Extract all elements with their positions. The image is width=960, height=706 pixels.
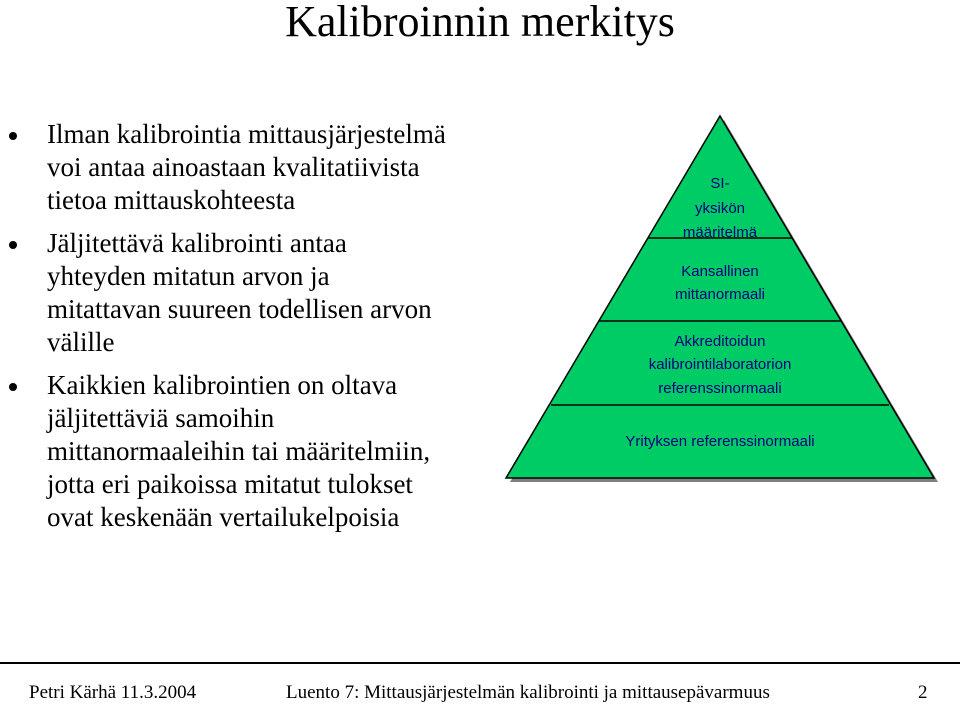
traceability-pyramid	[500, 110, 940, 490]
bullet-list	[0, 118, 540, 544]
pyramid-level-label: Kansallinen	[681, 263, 759, 280]
pyramid-level-label: mittanormaali	[674, 286, 766, 303]
bullet-item	[0, 118, 540, 217]
pyramid-level-label: SI-	[710, 175, 730, 192]
bullet-line: Ilman kalibrointia mittausjärjestelmä	[47, 119, 446, 149]
bullet-line: jäljitettäviä samoihin	[47, 403, 275, 433]
pyramid-level-label: Yrityksen referenssinormaali	[625, 433, 815, 450]
bullet-line: Jäljitettävä kalibrointi antaa	[47, 228, 347, 258]
bullet-line: tietoa mittauskohteesta	[47, 185, 296, 215]
bullet-item	[0, 369, 540, 534]
bullet-line: mittanormaaleihin tai määritelmiin,	[47, 436, 431, 466]
pyramid-level-label: määritelmä	[682, 224, 758, 241]
pyramid-level-label: Akkreditoidun	[674, 333, 766, 350]
bullet-dot-icon	[9, 241, 17, 249]
bullet-line: mitattavan suureen todellisen arvon	[47, 294, 432, 324]
pyramid-level-label: yksikön	[694, 200, 746, 217]
footer-page-number: 2	[918, 682, 928, 703]
bullet-line: välille	[47, 327, 115, 357]
bullet-line: jotta eri paikoissa mitatut tulokset	[47, 469, 413, 499]
bullet-item	[0, 227, 540, 359]
bullet-line: yhteyden mitatun arvon ja	[47, 261, 330, 291]
footer-divider	[0, 662, 960, 664]
slide-title: Kalibroinnin merkitys	[285, 0, 675, 46]
bullet-dot-icon	[9, 383, 17, 391]
bullet-dot-icon	[9, 132, 17, 140]
bullet-line: ovat keskenään vertailukelpoisia	[47, 502, 400, 532]
bullet-line: voi antaa ainoastaan kvalitatiivista	[47, 152, 420, 182]
footer-lecture-title: Luento 7: Mittausjärjestelmän kalibrointi ja mittausepävarmuus	[286, 682, 770, 703]
pyramid-level-label: kalibrointilaboratorion	[648, 356, 792, 373]
footer-author-date: Petri Kärhä 11.3.2004	[29, 682, 197, 703]
bullet-line: Kaikkien kalibrointien on oltava	[47, 370, 398, 400]
pyramid-level-label: referenssinormaali	[658, 380, 782, 397]
